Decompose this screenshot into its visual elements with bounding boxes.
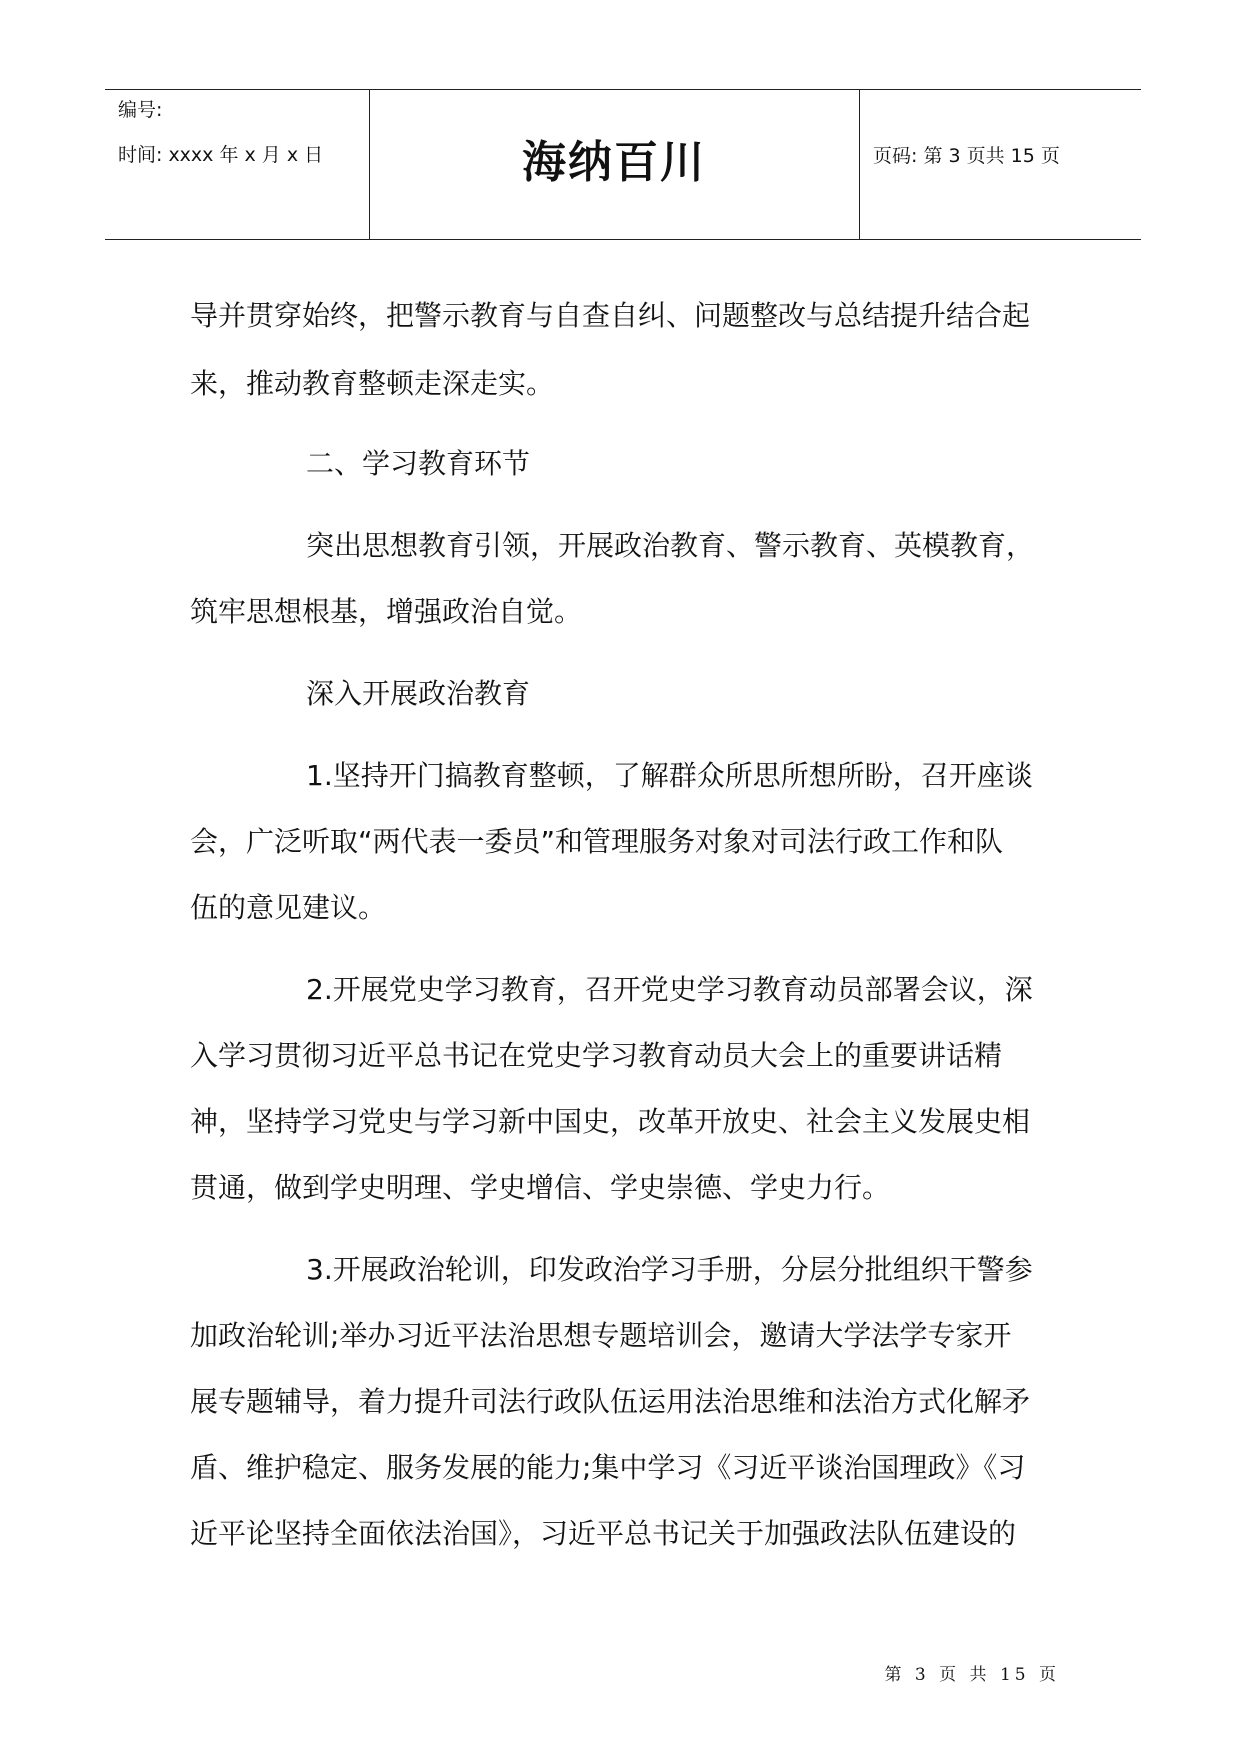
body-line: 神，坚持学习党史与学习新中国史，改革开放史、社会主义发展史相: [190, 1105, 1031, 1138]
body-line: 伍的意见建议。: [190, 891, 387, 924]
body-line: 入学习贯彻习近平总书记在党史学习教育动员大会上的重要讲话精: [190, 1039, 1003, 1072]
document-title: 海纳百川: [522, 137, 706, 188]
body-line: 来，推动教育整顿走深走实。: [190, 367, 555, 400]
body-line: 2.开展党史学习教育，召开党史学习教育动员部署会议，深: [306, 973, 1033, 1006]
body-line: 近平论坚持全面依法治国》，习近平总书记关于加强政法队伍建设的: [190, 1517, 1017, 1550]
subsection-heading: 深入开展政治教育: [306, 677, 531, 710]
page-footer: 第 3 页 共 15 页: [884, 1665, 1060, 1685]
body-line: 盾、维护稳定、服务发展的能力;集中学习《习近平谈治国理政》《习: [190, 1451, 1026, 1484]
body-line: 贯通，做到学史明理、学史增信、学史崇德、学史力行。: [190, 1171, 891, 1204]
document-header: [105, 89, 1141, 240]
body-line: 导并贯穿始终，把警示教育与自查自纠、问题整改与总结提升结合起: [190, 299, 1031, 332]
body-line: 突出思想教育引领，开展政治教育、警示教育、英模教育，: [306, 529, 1035, 562]
section-heading: 二、学习教育环节: [306, 447, 531, 480]
body-line: 会，广泛听取“两代表一委员”和管理服务对象对司法行政工作和队: [190, 825, 1004, 858]
document-time-label: 时间: xxxx 年 x 月 x 日: [118, 144, 324, 166]
header-divider: [859, 90, 860, 239]
body-line: 加政治轮训;举办习近平法治思想专题培训会，邀请大学法学专家开: [190, 1319, 1012, 1352]
body-line: 1.坚持开门搞教育整顿，了解群众所思所想所盼，召开座谈: [306, 759, 1033, 792]
document-number-label: 编号:: [118, 99, 163, 121]
body-line: 筑牢思想根基，增强政治自觉。: [190, 595, 583, 628]
body-line: 展专题辅导，着力提升司法行政队伍运用法治思维和法治方式化解矛: [190, 1385, 1031, 1418]
header-page-label: 页码: 第 3 页共 15 页: [873, 145, 1060, 167]
body-line: 3.开展政治轮训，印发政治学习手册，分层分批组织干警参: [306, 1253, 1033, 1286]
